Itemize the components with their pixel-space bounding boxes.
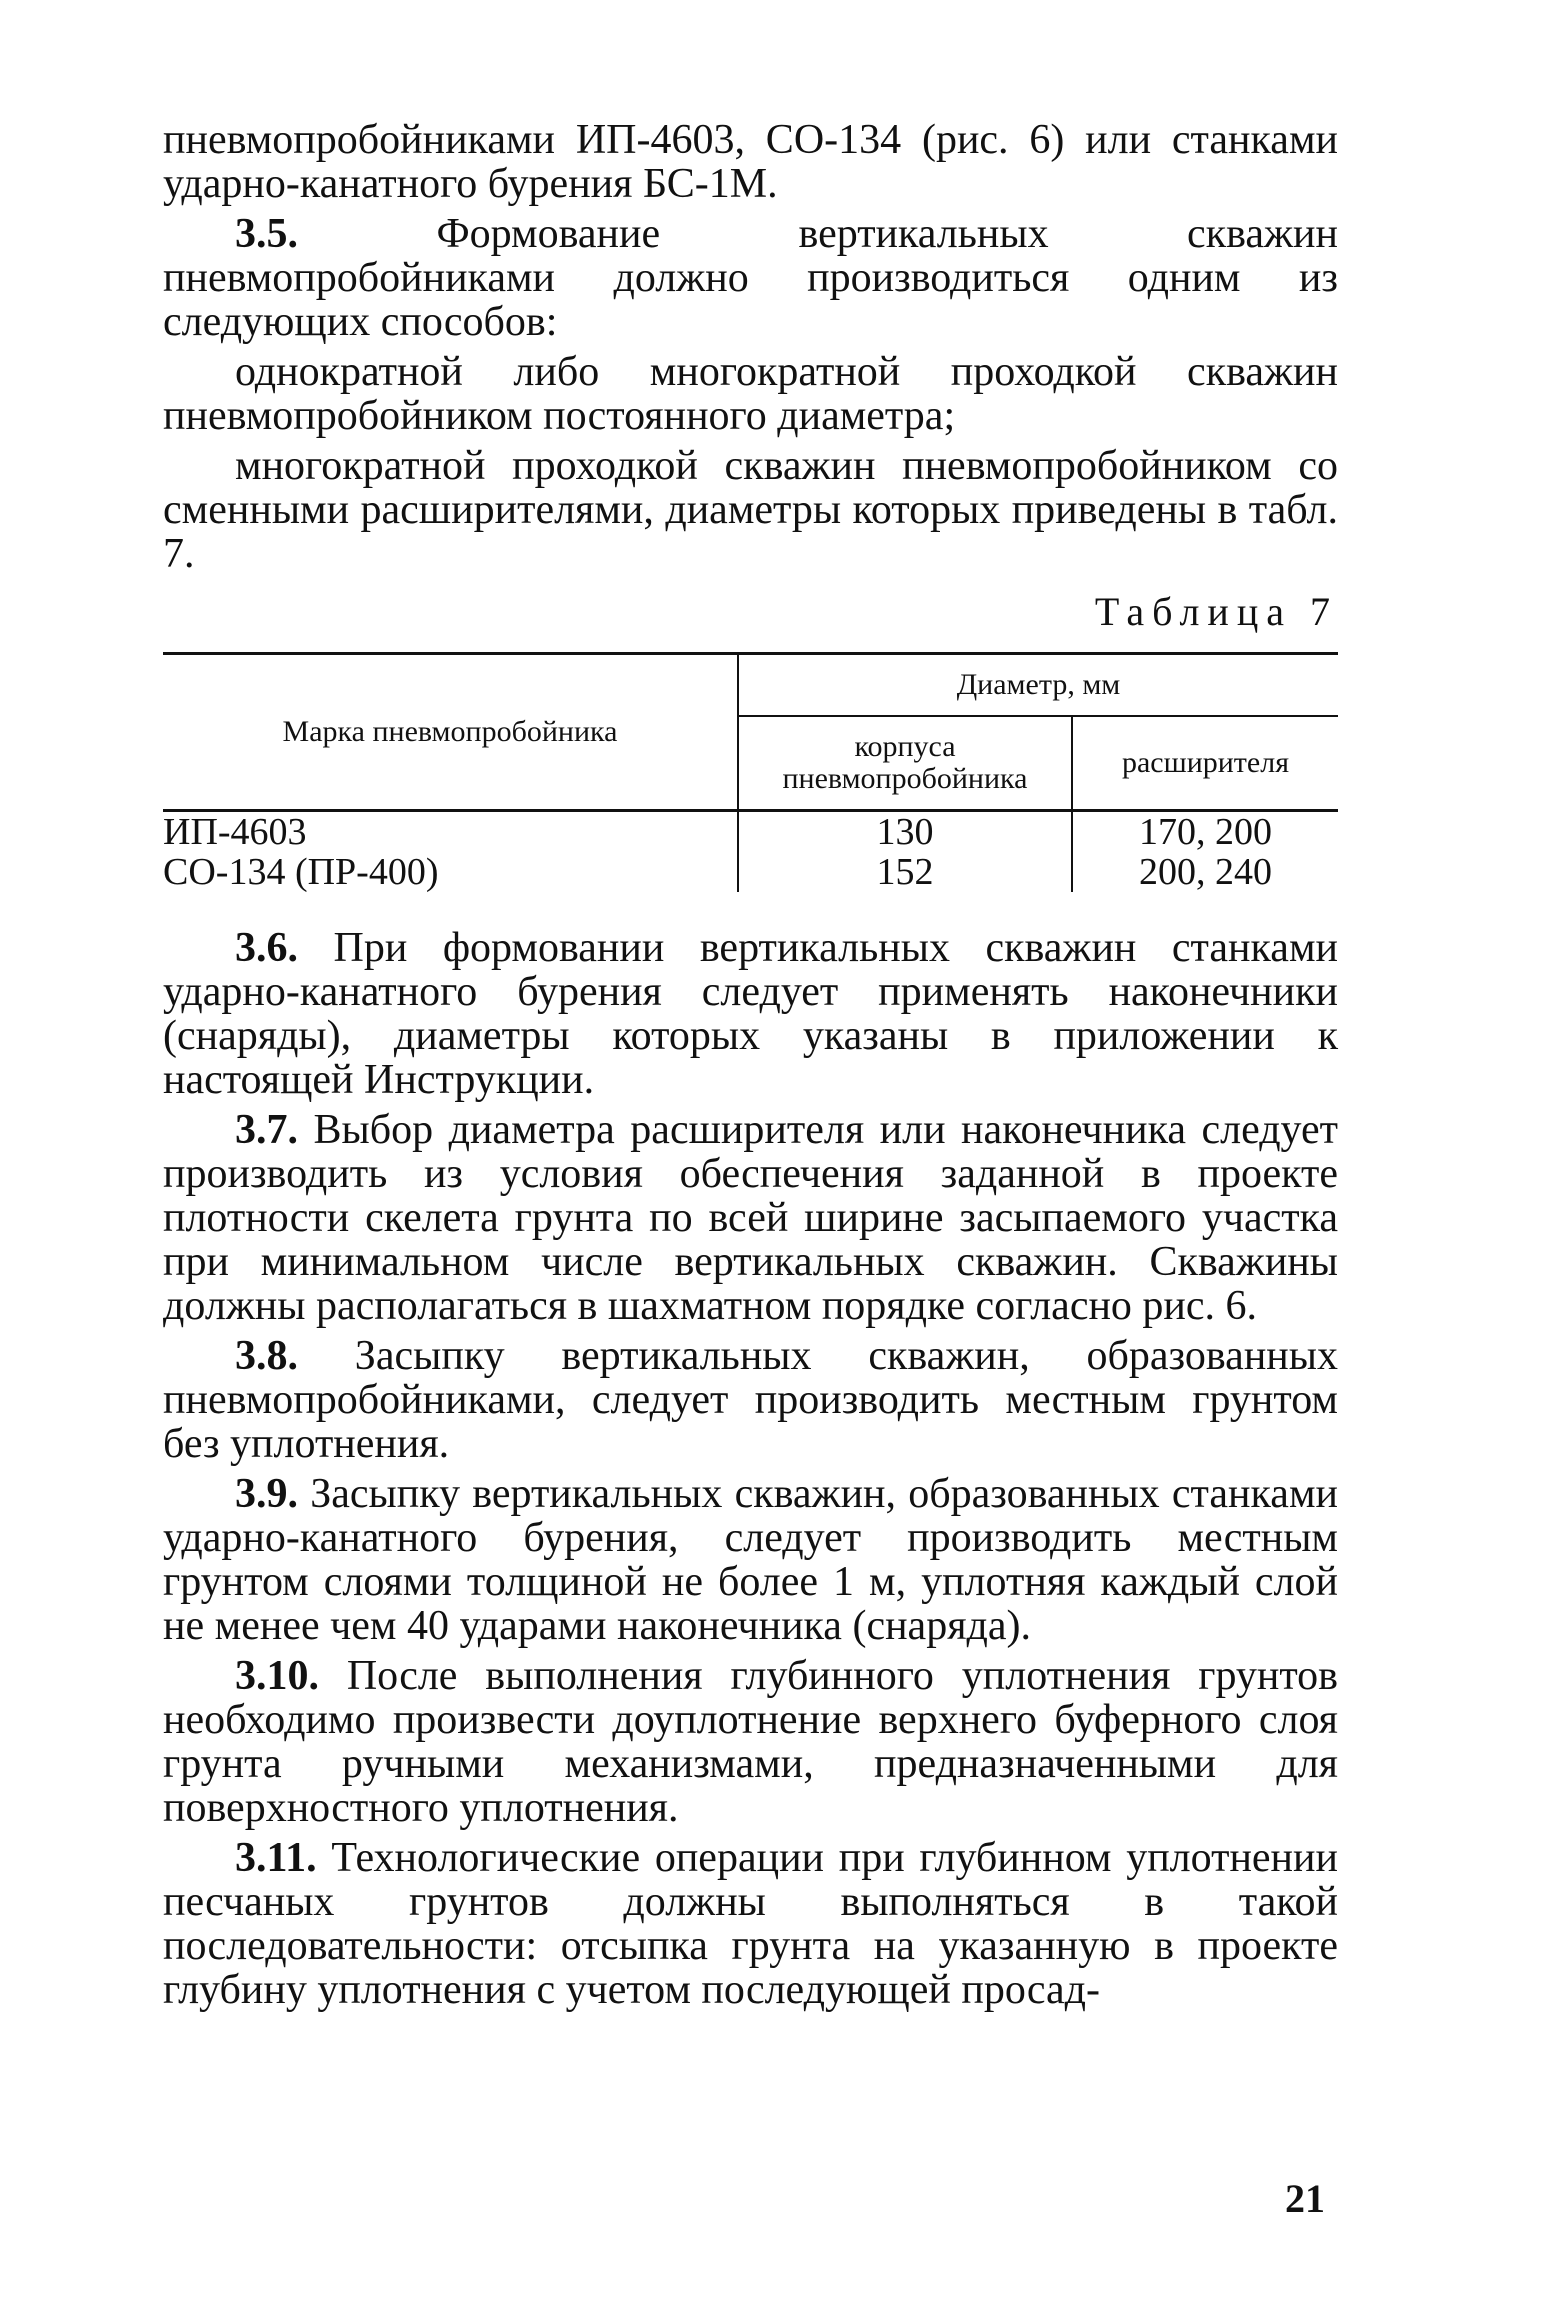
paragraph-method-1 <box>163 350 1338 438</box>
section-number: 3.6. <box>235 925 298 971</box>
table-row <box>163 852 1338 892</box>
section-number: 3.5. <box>235 211 298 257</box>
paragraph-3-11 <box>163 1836 1338 2012</box>
header-model: Марка пневмопробойника <box>163 654 738 811</box>
cell-body-diameter: 130 <box>738 811 1072 853</box>
paragraph-text: При формовании вертикальных скважин станками ударно-канатного бурения следует применять наконечники (снаряды), диаметры которых указаны в приложении к настоящей Инструкции. <box>163 925 1338 1103</box>
paragraph-text: однократной либо многократной проходкой скважин пневмопробойником постоянного диаметра; <box>163 349 1338 439</box>
section-number: 3.7. <box>235 1107 298 1153</box>
header-diameter-group: Диаметр, мм <box>738 654 1338 717</box>
section-number: 3.9. <box>235 1471 298 1517</box>
section-number: 3.8. <box>235 1333 298 1379</box>
paragraph-method-2 <box>163 444 1338 576</box>
paragraph-3-6 <box>163 926 1338 1102</box>
cell-model: СО-134 (ПР-400) <box>163 851 439 893</box>
table-caption: Таблица 7 <box>1094 589 1338 634</box>
paragraph-3-10 <box>163 1654 1338 1830</box>
paragraph-3-9 <box>163 1472 1338 1648</box>
table-row <box>163 811 1338 853</box>
paragraph-text: многократной проходкой скважин пневмопробойником со сменными расширителями, диаметры которых приведены в табл. 7. <box>163 443 1338 577</box>
paragraph-text: пневмопробойниками ИП-4603, СО-134 (рис. 6) или станками ударно-канатного бурения БС-1М. <box>163 117 1338 207</box>
paragraph-continuation <box>163 118 1338 206</box>
cell-body-diameter: 152 <box>738 852 1072 892</box>
table-7 <box>163 652 1338 892</box>
paragraph-text: Засыпку вертикальных скважин, образованных пневмопробойниками, следует производить местным грунтом без уплотнения. <box>163 1333 1338 1467</box>
cell-model: ИП-4603 <box>163 811 307 853</box>
section-number: 3.10. <box>235 1653 319 1699</box>
section-number: 3.11. <box>235 1835 317 1881</box>
paragraph-text: После выполнения глубинного уплотнения грунтов необходимо произвести доуплотнение верхнего буферного слоя грунта ручными механизмами, предназначенными для поверхностного уплотнения. <box>163 1653 1338 1831</box>
paragraph-3-7 <box>163 1108 1338 1328</box>
paragraph-3-8 <box>163 1334 1338 1466</box>
paragraph-3-5 <box>163 212 1338 344</box>
paragraph-text: Выбор диаметра расширителя или наконечника следует производить из условия обеспечения заданной в проекте плотности скелета грунта по всей ширине засыпаемого участка при минимальном числе вертикальных скважин. Скважины должны располагаться в шахматном порядке согласно рис. 6. <box>163 1107 1338 1329</box>
header-body-diameter: корпуса пневмопробойника <box>738 716 1072 811</box>
paragraph-text: Технологические операции при глубинном уплотнении песчаных грунтов должны выполняться в такой последовательности: отсыпка грунта на указанную в проекте глубину уплотнения с учетом последующей просад- <box>163 1835 1338 2013</box>
cell-expander-diameter: 200, 240 <box>1072 852 1338 892</box>
page-number: 21 <box>1285 2176 1325 2221</box>
document-page <box>163 118 1338 2018</box>
header-expander-diameter: расширителя <box>1072 716 1338 811</box>
cell-expander-diameter: 170, 200 <box>1072 811 1338 853</box>
paragraph-text: Засыпку вертикальных скважин, образованных станками ударно-канатного бурения, следует производить местным грунтом слоями толщиной не более 1 м, уплотняя каждый слой не менее чем 40 ударами наконечника (снаряда). <box>163 1471 1338 1649</box>
paragraph-text: Формование вертикальных скважин пневмопробойниками должно производиться одним из следующих способов: <box>163 211 1338 345</box>
